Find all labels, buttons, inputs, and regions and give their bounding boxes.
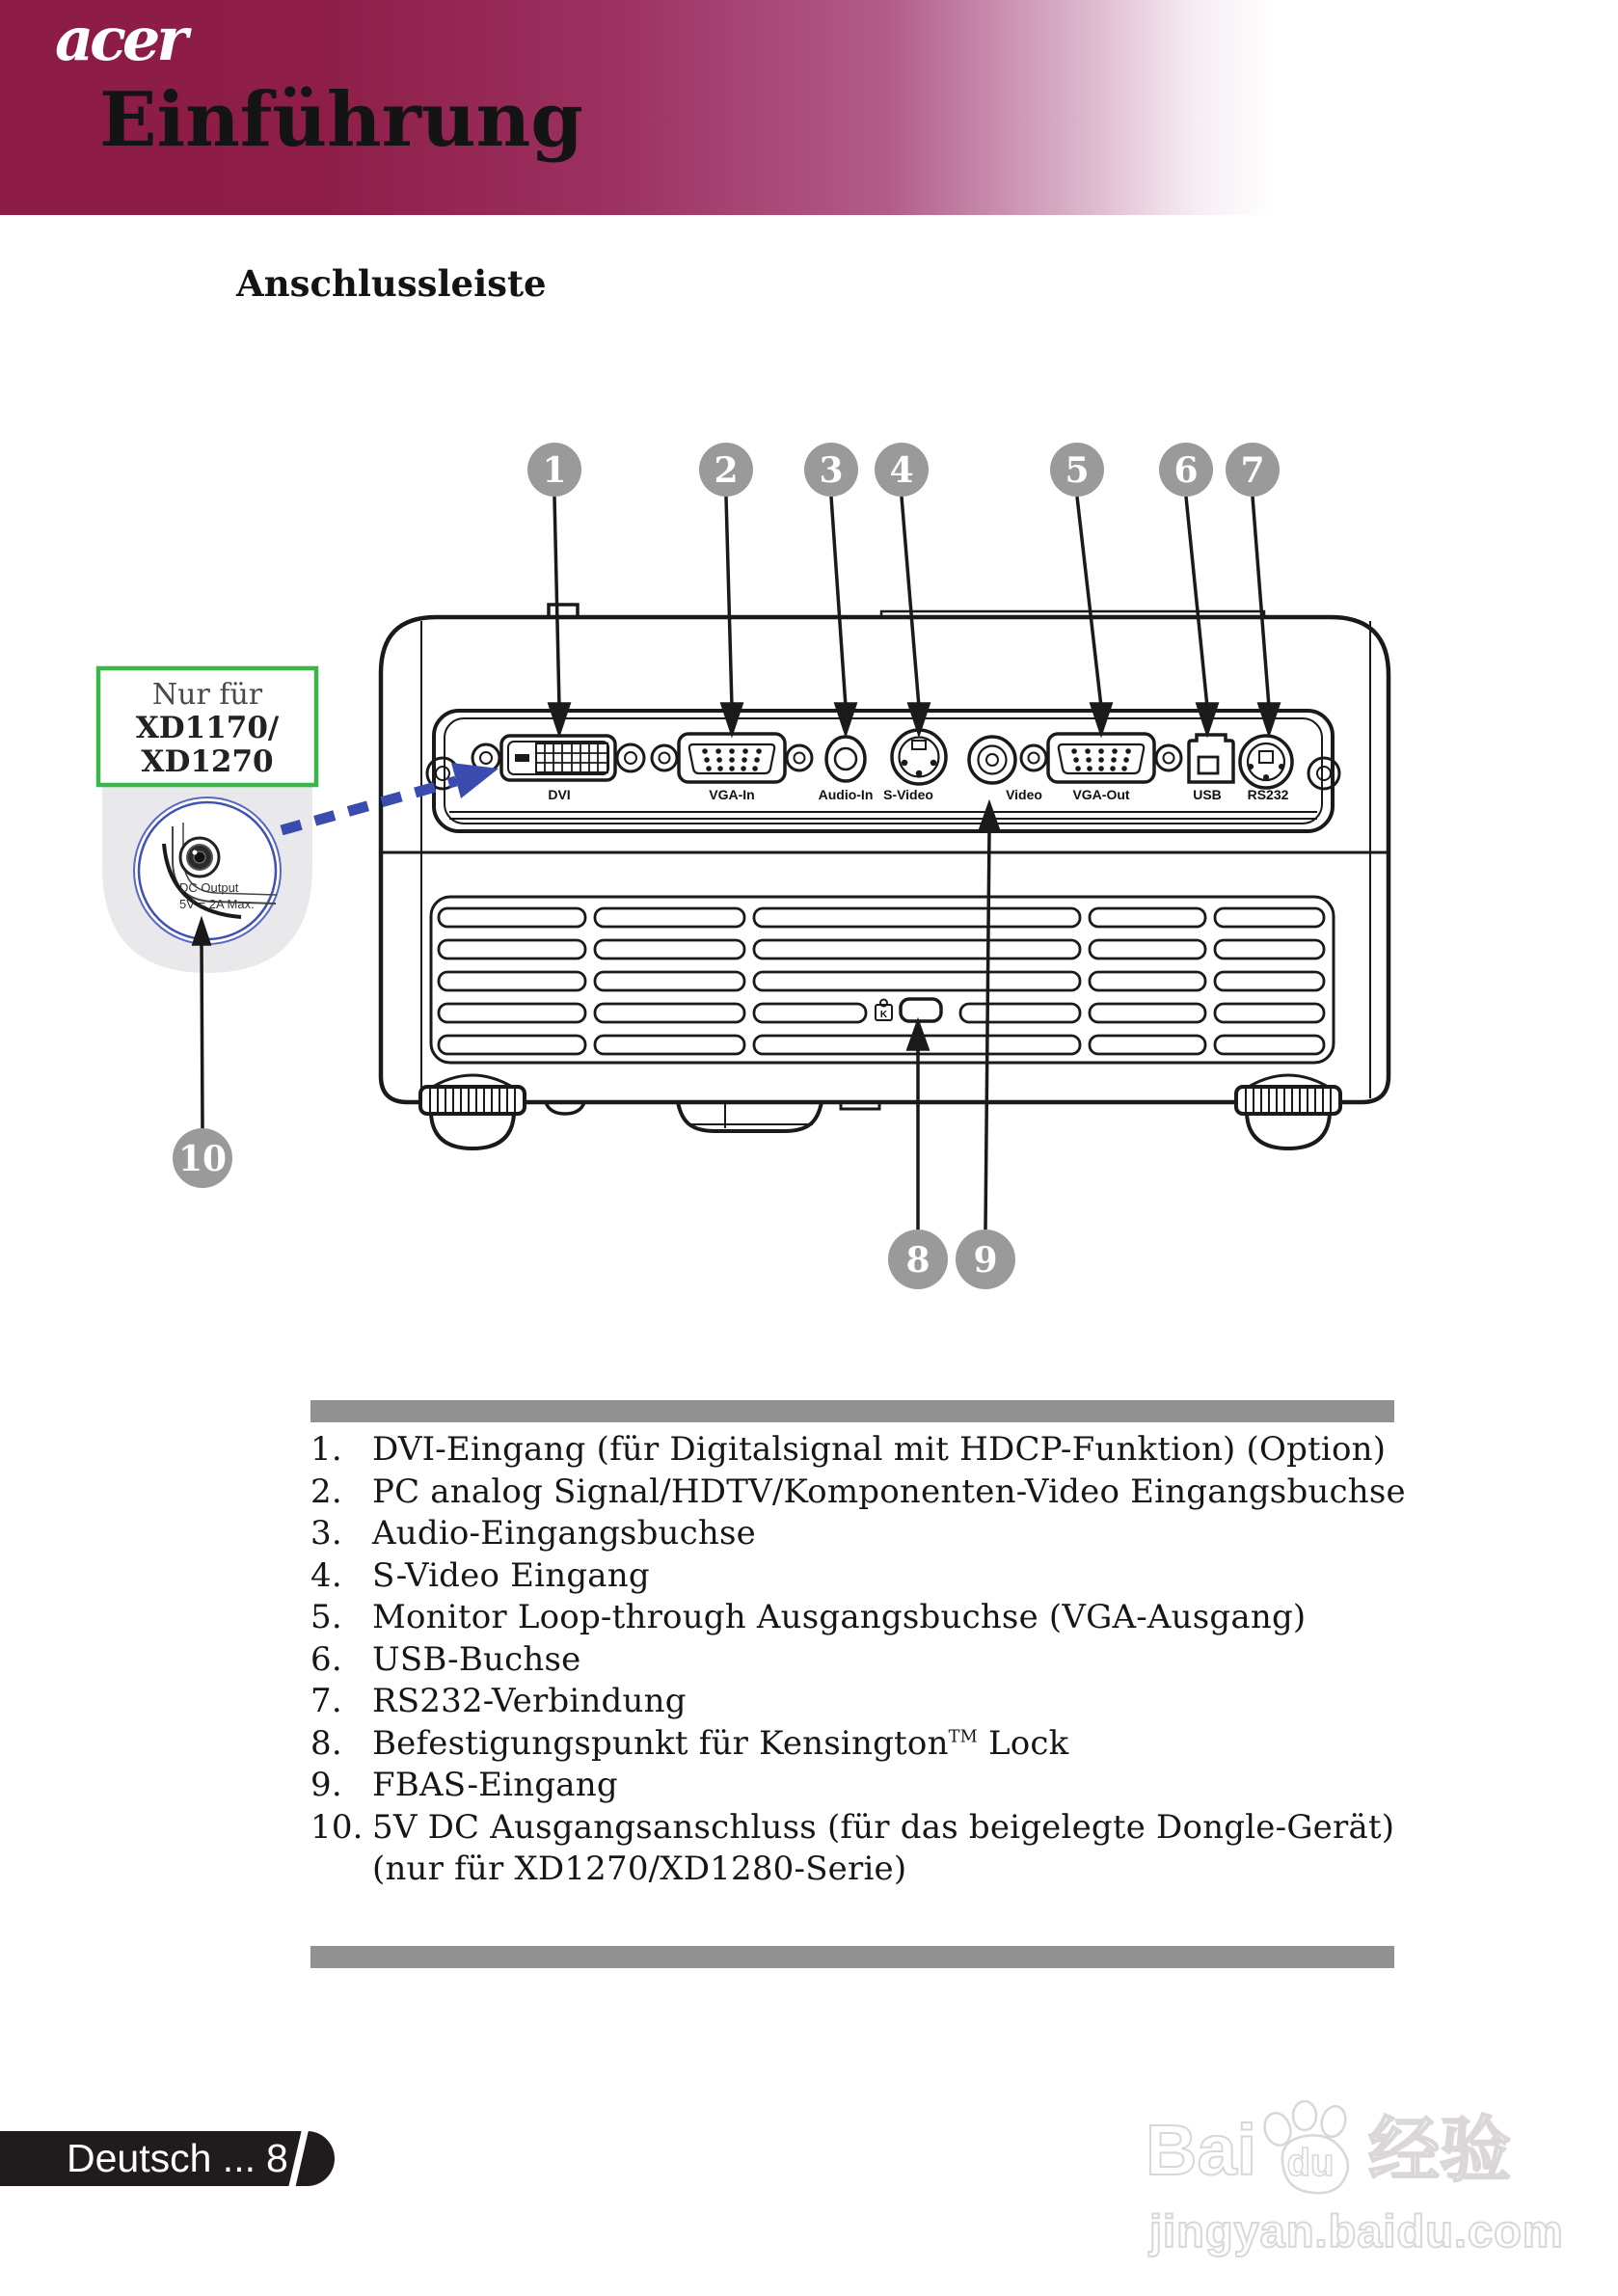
connection-panel-diagram [0,415,1618,1408]
list-item: 10. 5V DC Ausgangsanschluss (für das beigelegte Dongle-Gerät) (nur für XD1270/XD1280-Serie) [310,1807,1395,1888]
port-label-s-video: S-Video [883,787,933,802]
list-item: 1. DVI-Eingang (für Digitalsignal mit HDCP-Funktion) (Option) [310,1430,1387,1469]
video-rca-jack [969,737,1015,783]
list-item: 4. S-Video Eingang [310,1555,650,1595]
dc-output-jack [180,838,219,877]
watermark-text-bai: Bai [1146,2110,1257,2190]
svg-text:2: 2 [714,450,739,491]
list-item: 5. Monitor Loop-through Ausgangsbuchse (VGA-Ausgang) [310,1598,1307,1636]
svg-text:8: 8 [905,1240,930,1281]
separator-bar-top [310,1400,1394,1422]
callout-8 [888,1229,948,1289]
foot-center [678,1102,822,1131]
port-label-dvi: DVI [548,787,571,802]
svg-text:5: 5 [1065,450,1090,491]
dc-output-rating: 5V = 2A Max. [179,897,255,911]
baidu-watermark-brand [1146,2100,1564,2201]
callout-10 [173,1128,232,1188]
footer-language-label: Deutsch ... [67,2136,256,2180]
dc-output-label: DC Output [179,880,239,895]
note-line1: Nur für [151,678,263,712]
callout-2 [699,443,753,497]
callout-9 [956,1229,1015,1289]
svg-text:6: 6 [1173,450,1199,491]
baidu-paw-icon [1254,2100,1370,2201]
svg-text:10: 10 [177,1139,228,1179]
list-item: 9. FBAS-Eingang [310,1766,618,1804]
callout-7 [1226,443,1280,497]
projector-rear-view [0,415,1618,1408]
separator-bar-bottom [310,1946,1394,1968]
connection-list [310,1429,1429,1891]
foot-left [420,1075,525,1148]
dongle-inset [98,668,316,973]
note-line2: XD1170/ [135,711,280,745]
svg-text:3: 3 [819,450,844,491]
footer-language-tab [0,2131,335,2186]
footer-tab-notch [288,2127,310,2191]
list-item: 3. Audio-Eingangsbuchse [310,1514,756,1553]
section-title: Anschlussleiste [236,262,547,305]
acer-logo: acer [55,4,185,74]
page-header-band [0,0,1618,215]
port-label-usb: USB [1193,787,1222,802]
list-item: 2. PC analog Signal/HDTV/Komponenten-Video Eingangsbuchse [310,1472,1406,1511]
watermark-url: jingyan.baidu.com [1149,2205,1564,2256]
kensington-k-label: K [879,1010,888,1020]
list-item: 8. Befestigungspunkt für Kensington™ Lock [310,1723,1069,1763]
kensington-lock-slot [901,999,941,1021]
port-label-rs232: RS232 [1247,787,1289,802]
svg-text:4: 4 [889,450,914,491]
baidu-watermark [1146,2100,1564,2257]
usb-port [1189,735,1233,782]
page-title: Einführung [99,76,583,164]
port-label-vga-out: VGA-Out [1072,787,1130,802]
vent-grille [431,897,1334,1063]
callout-3 [804,443,858,497]
port-label-video: Video [1006,787,1042,802]
callout-6 [1159,443,1213,497]
port-label-audio-in: Audio-In [818,787,874,802]
callout-5 [1050,443,1104,497]
svg-text:9: 9 [973,1240,998,1281]
port-label-vga-in: VGA-In [709,787,755,802]
audio-in-jack [826,737,865,781]
note-line3: XD1270 [141,744,274,779]
footer-page-number: 8 [266,2136,288,2180]
svg-text:7: 7 [1240,450,1265,491]
list-item: 6. USB-Buchse [310,1639,581,1679]
watermark-text-jingyan-cjk: 经验 [1368,2110,1512,2190]
foot-right [1236,1075,1340,1148]
watermark-text-du: du [1286,2142,1335,2184]
callout-1 [527,443,581,497]
list-item: 7. RS232-Verbindung [310,1682,687,1720]
callout-4 [875,443,929,497]
rs232-port [1240,736,1292,788]
svg-text:1: 1 [542,450,567,491]
